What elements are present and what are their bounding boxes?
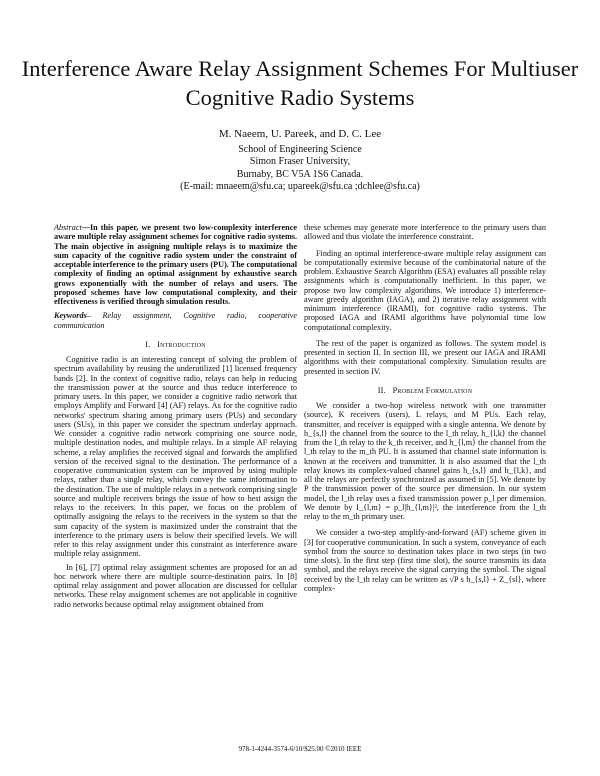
section-title: Introduction [157, 339, 206, 349]
intro-paragraph-3: Finding an optimal interference-aware multiple relay assignment can be computationally extensive because of the combinatorial nature of the problem. Exhaustive Search Algorithm (ESA) evaluates all possible relay assignments which is computationally inefficient. In this paper, we propose two low complexity algorithms. We introduce 1) interference-aware greedy algorithm (IAGA), and 2) iterative relay assignment with minimum interference (IRAMI), for cognitive radio systems. The proposed IAGA and IRAMI algorithms have polynomial time low computational complexity. [304, 248, 546, 332]
left-column [54, 223, 297, 613]
paper-title: Interference Aware Relay Assignment Schemes For Multiuser Cognitive Radio Systems [21, 56, 579, 110]
section-heading-introduction [54, 340, 297, 349]
author-emails: (E-mail: mnaeem@sfu.ca; upareek@sfu.ca ;dchlee@sfu.ca) [180, 181, 420, 192]
abstract-text: —In this paper, we present two low-complexity interference aware multiple relay assignment schemes for cognitive radio systems. The main objective in assigning multiple relays is to maximize the sum capacity of the cognitive radio system under the constraint of acceptable interference to the primary users (PU). The computational complexity of finding an optimal assignment by exhaustive search grows exponentially with the number of relays and users. The proposed schemes have low computational complexity, and their effectiveness is verified through simulation results. [54, 223, 297, 306]
right-column [304, 223, 546, 600]
abstract [54, 223, 297, 306]
formulation-paragraph-1: We consider a two-hop wireless network with one transmitter (source), K receivers (users), L relays, and M PUs. Each relay, transmitter, and receiver is equipped with a single antenna. We denote by h_{s,l} the channel from the source to the l_th relay, h_{l,k} the channel from the l_th relay to the k_th receiver, and h_{l,m} the channel from the l_th relay to the m_th PU. It is assumed that channel state information is known at the receivers and transmitter. It is also assumed that the l_th relay knows its complex-valued channel gains h_{s,l} and h_{l,k}, and all the relays are perfectly synchronized as assumed in [5]. We denote by P the transmission power of the source per dimension. In our system model, the l_th relay uses a fixed transmission power p_l per dimension. We denote by I_{l,m} = p_l|h_{l,m}|², the interference from the l_th relay to the m_th primary user. [304, 401, 546, 521]
intro-paragraph-1: Cognitive radio is an interesting concept of solving the problem of spectrum availability by reusing the underutilized [1] licensed frequency bands [2]. In the context of cognitive radio, relays can help in reducing the transmission power at the source and thus reduce interference to primary users. In this paper, we consider a cognitive radio network that employs Amplify and Forward [4] (AF) relays. As for the cognitive radio networks' spectrum sharing among primary users (PUs) and secondary users (SUs), in this paper we consider the spectrum underlay approach. We consider a cognitive radio network comprising one source node, multiple destination nodes, and multiple relays. In a simple AF relaying scheme, a relay amplifies the received signal and forwards the amplified version of the received signal to the destination. The performance of a cooperative communication system can be improved by using multiple relays, rather than a single relay, which convey the same information to the destination. The use of multiple relays in a network comprising single source and multiple receivers brings the issue of how to best assign the relays to the receivers. In this paper, we focus on the problem of optimally assigning the relays to the receivers in the system so that the sum capacity of the system is maximized under the constraint that the interference to the primary users is below their specified levels. We will refer to this relay assignment under this constraint as interference aware multiple relay assignment. [54, 355, 297, 559]
author-names: M. Naeem, U. Pareek, and D. C. Lee [218, 128, 382, 140]
formulation-paragraph-2: We consider a two-step amplify-and-forward (AF) scheme given in [3] for cooperative communication. In such a system, conveyance of each symbol from the source to destination takes place in two steps (in two time slots). In the first step (first time slot), the source transmits its data symbol, and the relays receive the signal carrying the symbol. The signal received by the l_th relay can be written as √P s h_{s,l} + Z_{sl}, where complex- [304, 528, 546, 593]
section-heading-problem-formulation [304, 386, 546, 395]
keywords [54, 311, 297, 330]
keywords-label: Keywords [54, 311, 87, 321]
affiliation-university: Simon Fraser University, [249, 156, 351, 167]
copyright-footer: 978-1-4244-3574-6/10/$25.00 ©2010 IEEE [238, 745, 362, 753]
section-title: Problem Formulation [392, 385, 473, 395]
intro-paragraph-4: The rest of the paper is organized as follows. The system model is presented in section II. In section III, we present our IAGA and IRAMI algorithms with their computational complexity. Simulation results are presented in section IV. [304, 338, 546, 376]
intro-paragraph-2: In [6], [7] optimal relay assignment schemes are proposed for an ad hoc network where there are multiple source-destination pairs. In [8] optimal relay assignment and power allocation are discussed for cellular networks. These relay assignment schemes are not applicable in cognitive radio networks because optimal relay assignment obtained from [54, 562, 297, 609]
abstract-label: Abstract [54, 223, 82, 232]
intro-paragraph-continued: these schemes may generate more interference to the primary users than allowed and thus violate the interference constraint. [304, 223, 546, 242]
section-number: I. [145, 339, 151, 349]
author-block [40, 128, 560, 194]
affiliation-school: School of Engineering Science [238, 143, 362, 155]
section-number: II. [377, 385, 386, 395]
keywords-text: – Relay assignment, Cognitive radio, cooperative communication [54, 311, 297, 330]
affiliation-address: Burnaby, BC V5A 1S6 Canada. [236, 168, 364, 180]
